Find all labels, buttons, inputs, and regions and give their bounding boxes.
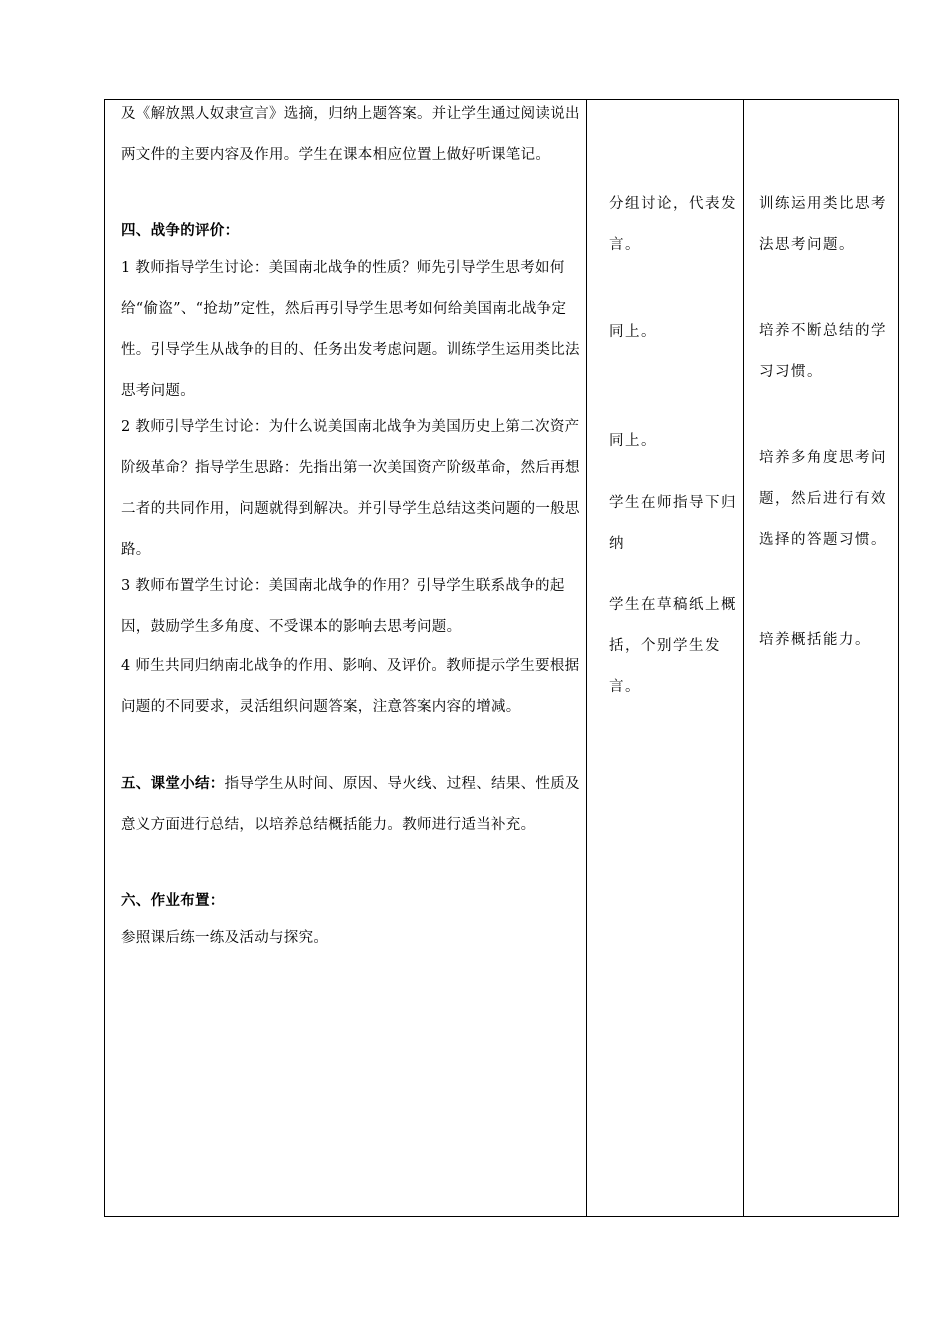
design-intent-2: 培养不断总结的学习习惯。 [759,323,887,380]
discussion-item-1: 1 教师指导学生讨论：美国南北战争的性质？师先引导学生思考如何给“偷盗”、“抢劫”定性，然后再引导学生思考如何给美国南北战争定性。引导学生从战争的目的、任务出发考虑问题。训练学生运用类比法思考问题。 [121,260,580,399]
student-activity-1: 分组讨论，代表发言。 [609,196,737,253]
student-activity-5: 学生在草稿纸上概括，个别学生发言。 [609,597,737,695]
student-activity-2: 同上。 [609,324,657,340]
student-activity-3: 同上。 [609,433,657,449]
design-intent-4: 培养概括能力。 [759,632,871,648]
column-divider-1 [586,100,587,1216]
column-divider-2 [743,100,744,1216]
section6-text: 参照课后练一练及活动与探究。 [121,930,329,946]
section6-heading: 六、作业布置： [121,893,225,909]
design-intent-3: 培养多角度思考问题，然后进行有效选择的答题习惯。 [759,450,887,548]
discussion-item-2: 2 教师引导学生讨论：为什么说美国南北战争为美国历史上第二次资产阶级革命？指导学生思路：先指出第一次美国资产阶级革命，然后再想二者的共同作用，问题就得到解决。并引导学生总结这类问题的一般思路。 [121,419,580,558]
section5-paragraph [121,764,581,846]
lesson-plan-table [104,99,899,1217]
discussion-item-4: 4 师生共同归纳南北战争的作用、影响、及评价。教师提示学生要根据问题的不同要求，灵活组织问题答案，注意答案内容的增减。 [121,658,580,715]
student-activity-4: 学生在师指导下归纳 [609,495,737,552]
section5-text: 指导学生从时间、原因、导火线、过程、结果、性质及意义方面进行总结，以培养总结概括能力。教师进行适当补充。 [121,776,580,833]
intro-paragraph: 及《解放黑人奴隶宣言》选摘，归纳上题答案。并让学生通过阅读说出两文件的主要内容及作用。学生在课本相应位置上做好听课笔记。 [121,106,580,163]
discussion-item-3: 3 教师布置学生讨论：美国南北战争的作用？引导学生联系战争的起因，鼓励学生多角度、不受课本的影响去思考问题。 [121,578,565,635]
section5-heading: 五、课堂小结： [121,776,225,792]
design-intent-1: 训练运用类比思考法思考问题。 [759,196,887,253]
section4-heading: 四、战争的评价： [121,223,240,239]
